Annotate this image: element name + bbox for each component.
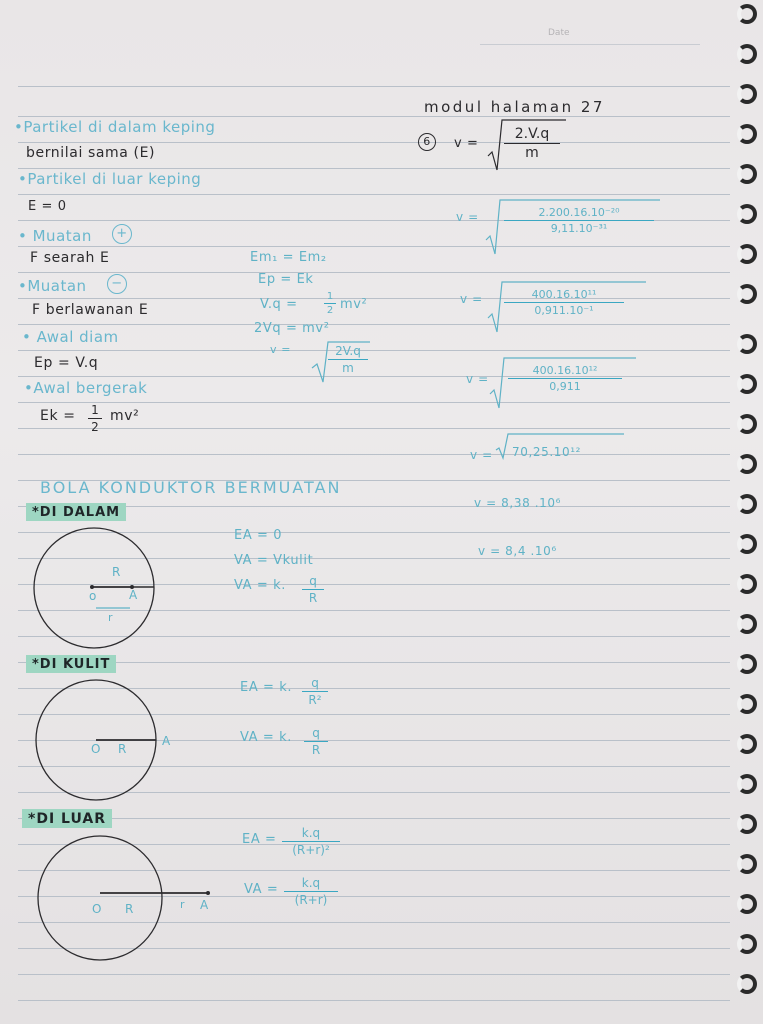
ruled-line xyxy=(18,1000,730,1001)
fraction-bar xyxy=(508,378,622,379)
fraction-bar xyxy=(324,303,336,304)
note-e-zero: E = 0 xyxy=(28,199,67,214)
point-a xyxy=(206,891,210,895)
result-1: v = 8,38 .10⁶ xyxy=(474,496,562,510)
eq-sqrt-fraction xyxy=(328,344,368,375)
binding-ring-icon xyxy=(737,494,757,514)
fraction-denominator: 2 xyxy=(326,305,334,316)
fraction-denominator: 0,911.10⁻¹ xyxy=(534,304,594,317)
skin-va-fraction xyxy=(304,726,328,757)
right-fraction-4 xyxy=(508,364,622,393)
binding-ring-icon xyxy=(737,614,757,634)
note-ep-eq: Ep = V.q xyxy=(34,355,99,371)
fraction-denominator: 9,11.10⁻³¹ xyxy=(550,222,608,235)
ruled-line xyxy=(18,428,730,429)
fraction-numerator: 2.V.q xyxy=(514,126,550,142)
skin-label-a: A xyxy=(162,734,171,748)
date-label: Date xyxy=(548,28,570,38)
sphere-outline xyxy=(38,836,162,960)
ruled-line xyxy=(18,116,730,117)
binding-ring-icon xyxy=(737,414,757,434)
fraction-numerator: q xyxy=(309,574,317,588)
label-skin: *DI KULIT xyxy=(26,655,116,673)
binding-ring-icon xyxy=(737,774,757,794)
ek-rhs: mv² xyxy=(110,408,140,424)
right-v-4: v = xyxy=(466,372,489,386)
note-moving: •Awal bergerak xyxy=(24,379,148,397)
eq-2vq: 2Vq = mv² xyxy=(254,321,330,336)
eq-half-fraction xyxy=(324,291,336,316)
inside-ea: EA = 0 xyxy=(234,528,283,543)
binding-ring-icon xyxy=(737,694,757,714)
inside-va-lhs: VA = k. xyxy=(234,578,286,593)
ruled-line xyxy=(18,194,730,195)
ruled-line xyxy=(18,662,730,663)
note-force-opposite: F berlawanan E xyxy=(32,302,149,318)
binding-ring-icon xyxy=(737,974,757,994)
fraction-numerator: 400.16.10¹² xyxy=(532,364,598,377)
result-2: v = 8,4 .10⁶ xyxy=(478,544,557,558)
fraction-numerator: 2.200.16.10⁻²⁰ xyxy=(538,206,620,219)
fraction-numerator: 1 xyxy=(326,291,334,302)
outside-ea-lhs: EA = xyxy=(242,832,277,847)
fraction-numerator: k.q xyxy=(301,876,321,890)
binding-ring-icon xyxy=(737,334,757,354)
fraction-bar xyxy=(284,891,338,892)
inside-va-skin: VA = Vkulit xyxy=(234,553,314,568)
binding-ring-icon xyxy=(737,44,757,64)
fraction-numerator: k.q xyxy=(301,826,321,840)
right-v-5: v = xyxy=(470,448,493,462)
outside-label-o: O xyxy=(92,902,103,916)
skin-label-o: O xyxy=(91,742,102,756)
fraction-bar xyxy=(328,359,368,360)
right-v-1: v = xyxy=(454,136,479,151)
outside-label-r-small: r xyxy=(180,898,186,911)
spiral-binding xyxy=(727,0,763,1024)
fraction-numerator: 2V.q xyxy=(335,344,361,358)
section-title: BOLA KONDUKTOR BERMUATAN xyxy=(40,478,342,497)
eq-ep-ek: Ep = Ek xyxy=(258,272,314,287)
fraction-bar xyxy=(504,143,560,144)
right-fraction-3 xyxy=(504,288,624,317)
binding-ring-icon xyxy=(737,574,757,594)
right-fraction-2 xyxy=(504,206,654,235)
right-value-5: 70,25.10¹² xyxy=(512,445,582,459)
binding-ring-icon xyxy=(737,534,757,554)
note-at-rest: • Awal diam xyxy=(22,328,119,346)
fraction-bar xyxy=(504,220,654,221)
ruled-line xyxy=(18,86,730,87)
ruled-line xyxy=(18,168,730,169)
binding-ring-icon xyxy=(737,204,757,224)
fraction-denominator: R² xyxy=(308,693,322,707)
outside-label-a: A xyxy=(200,898,209,912)
inside-va-fraction xyxy=(302,574,324,605)
eq-em: Em₁ = Em₂ xyxy=(250,250,327,265)
eq-vq-lhs: V.q = xyxy=(260,297,298,312)
fraction-denominator: R xyxy=(311,743,321,757)
right-fraction-1 xyxy=(504,126,560,161)
date-line xyxy=(480,44,700,45)
fraction-numerator: q xyxy=(311,676,319,690)
inside-label-a: A xyxy=(129,588,138,602)
ruled-line xyxy=(18,350,730,351)
fraction-numerator: 1 xyxy=(91,403,99,417)
binding-ring-icon xyxy=(737,84,757,104)
fraction-numerator: 400.16.10¹¹ xyxy=(531,288,597,301)
fraction-bar xyxy=(282,841,340,842)
binding-ring-icon xyxy=(737,4,757,24)
binding-ring-icon xyxy=(737,244,757,264)
fraction-bar xyxy=(504,302,624,303)
ruled-line xyxy=(18,142,730,143)
ruled-line xyxy=(18,974,730,975)
binding-ring-icon xyxy=(737,124,757,144)
fraction-denominator: R xyxy=(308,591,318,605)
note-positive-charge: • Muatan xyxy=(18,227,92,245)
inside-label-r-big: R xyxy=(112,565,121,579)
skin-label-r: R xyxy=(118,742,127,756)
sphere-diagram-outside xyxy=(36,834,226,962)
skin-ea-lhs: EA = k. xyxy=(240,680,293,695)
note-same-value: bernilai sama (E) xyxy=(26,145,156,161)
skin-va-lhs: VA = k. xyxy=(240,730,292,745)
fraction-denominator: (R+r)² xyxy=(292,843,330,857)
fraction-bar xyxy=(302,589,324,590)
module-reference: modul halaman 27 xyxy=(424,98,605,116)
binding-ring-icon xyxy=(737,934,757,954)
note-outside-particles: •Partikel di luar keping xyxy=(18,170,202,188)
problem-number-badge: 6 xyxy=(418,133,436,151)
note-force-same: F searah E xyxy=(30,250,110,266)
binding-ring-icon xyxy=(737,894,757,914)
fraction-bar xyxy=(304,741,328,742)
fraction-bar xyxy=(88,418,102,419)
outside-label-r-big: R xyxy=(125,902,134,916)
label-outside: *DI LUAR xyxy=(22,809,112,828)
fraction-bar xyxy=(302,691,328,692)
inside-label-r-small: r xyxy=(108,611,114,624)
binding-ring-icon xyxy=(737,454,757,474)
sphere-diagram-inside xyxy=(30,526,160,650)
note-negative-charge: •Muatan xyxy=(18,277,87,295)
fraction-denominator: m xyxy=(342,361,354,375)
binding-ring-icon xyxy=(737,284,757,304)
sphere-diagram-skin xyxy=(32,678,164,802)
fraction-denominator: m xyxy=(525,145,539,161)
ek-lhs: Ek = xyxy=(40,408,76,424)
minus-icon: − xyxy=(107,274,127,294)
plus-icon: + xyxy=(112,224,132,244)
skin-ea-fraction xyxy=(302,676,328,707)
binding-ring-icon xyxy=(737,814,757,834)
binding-ring-icon xyxy=(737,734,757,754)
binding-ring-icon xyxy=(737,374,757,394)
binding-ring-icon xyxy=(737,164,757,184)
outside-ea-fraction xyxy=(282,826,340,857)
fraction-numerator: q xyxy=(312,726,320,740)
inside-label-o: o xyxy=(89,589,97,603)
ruled-line xyxy=(18,818,730,819)
note-inside-particles: •Partikel di dalam keping xyxy=(14,118,216,136)
label-inside: *DI DALAM xyxy=(26,503,126,521)
ruled-line xyxy=(18,272,730,273)
fraction-denominator: (R+r) xyxy=(294,893,328,907)
outside-va-lhs: VA = xyxy=(244,882,279,897)
binding-ring-icon xyxy=(737,654,757,674)
eq-vq-rhs: mv² xyxy=(340,297,368,312)
fraction-denominator: 0,911 xyxy=(549,380,581,393)
ek-half-fraction xyxy=(88,403,102,434)
outside-va-fraction xyxy=(284,876,338,907)
eq-v-lhs: v = xyxy=(270,343,292,356)
right-v-3: v = xyxy=(460,292,483,306)
fraction-denominator: 2 xyxy=(91,420,99,434)
binding-ring-icon xyxy=(737,854,757,874)
right-v-2: v = xyxy=(456,210,479,224)
